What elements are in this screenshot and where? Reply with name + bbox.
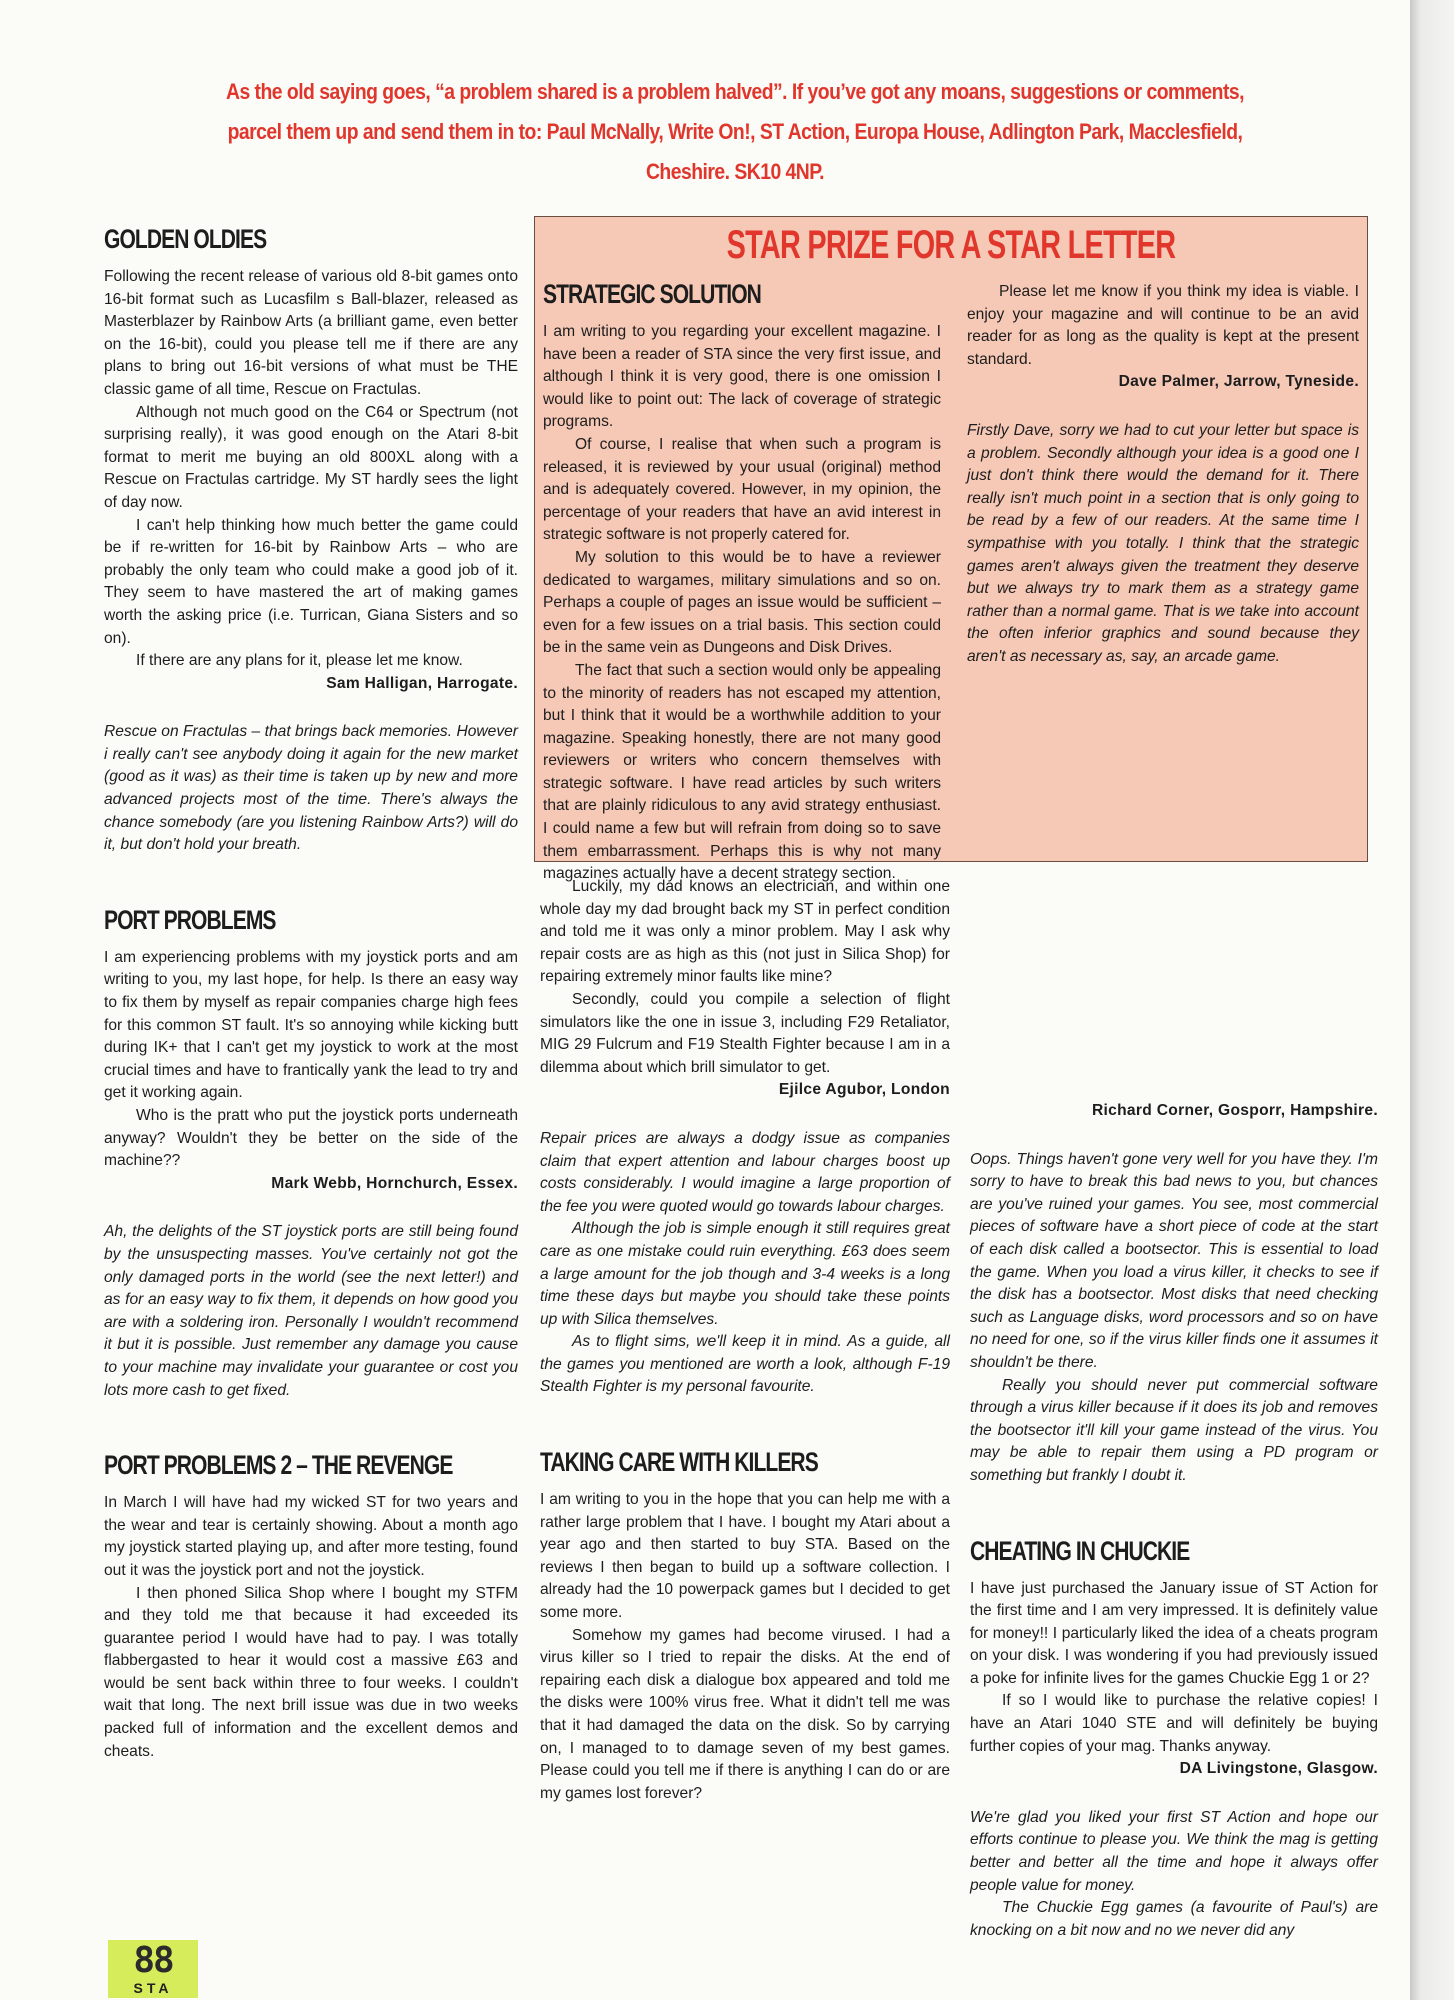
column-left <box>104 222 518 1763</box>
heading-golden-oldies: GOLDEN OLDIES <box>104 224 267 254</box>
editor-reply: Firstly Dave, sorry we had to cut your letter but space is a problem. Secondly although your idea is a good one I just don't think there would the demand for it. There really isn't much point in a section that is only going to be read by a few of our readers. At the same time I sympathise with you totally. I think that the strategic games aren't always given the treatment they deserve but we always try to mark them as a strategy game rather than a normal game. That is we take into account the often inferior graphics and sound because they aren't as necessary as, say, an arcade game. <box>967 421 1359 665</box>
heading-port-problems-2: PORT PROBLEMS 2 – THE REVENGE <box>104 1450 453 1481</box>
letter-paragraph: I can't help thinking how much better the game could be if re-written for 16-bit by Rainbow Arts – who are probably the only team who could make a good job of it. They seem to have mastered the art of making games worth the asking price (i.e. Turrican, Giana Sisters and so on). <box>104 516 518 647</box>
editor-reply: The Chuckie Egg games (a favourite of Paul's) are knocking on a bit now and no we never did any <box>970 1899 1378 1939</box>
letter-paragraph: Of course, I realise that when such a program is released, it is reviewed by your usual (original) method and is adequately covered. However, in my opinion, the percentage of your readers that have an avid interest in strategic software is not properly catered for. <box>543 435 941 544</box>
editor-reply: Ah, the delights of the ST joystick ports are still being found by the unsuspecting masses. You've certainly not got the only damaged ports in the world (see the next letter!) and as for an easy way to fix them, it depends on how good you are with a soldering iron. Personally I wouldn't recommend it but it is possible. Just remember any damage you cause to your machine may invalidate your guarantee or cost you lots more cash to get fixed. <box>104 1223 518 1399</box>
letter-paragraph: Following the recent release of various old 8-bit games onto 16-bit format such as Lucasfilm s Ball-blazer, released as Masterblazer by Rainbow Arts (a brilliant game, even better on the 16-bit), could you please tell me if there are any plans to bring out 16-bit versions of what must be THE classic game of all time, Rescue on Fractulas. <box>104 268 518 398</box>
letter-paragraph: I am writing to you regarding your excellent magazine. I have been a reader of STA since the very first issue, and although I think it is very good, there is one omission I would like to point out: The lack of coverage of strategic programs. <box>543 323 941 431</box>
magazine-label: STA <box>133 1980 173 1996</box>
letter-paragraph: Although not much good on the C64 or Spectrum (not surprising really), it was good enough on the Atari 8-bit format to merit me buying an old 800XL along with a Rescue on Fractulas cartridge. My ST hardly sees the light of day now. <box>104 403 518 511</box>
editor-reply: As to flight sims, we'll keep it in mind. As a guide, all the games you mentioned are worth a look, although F-19 Stealth Fighter is my personal favourite. <box>540 1333 950 1396</box>
heading-cheating-in-chuckie: CHEATING IN CHUCKIE <box>970 1535 1190 1566</box>
heading-taking-care-with-killers: TAKING CARE WITH KILLERS <box>540 1447 818 1478</box>
letter-signature: Ejilce Agubor, London <box>778 1081 950 1099</box>
page-number: 88 <box>133 1940 173 1981</box>
column-middle <box>540 876 950 1805</box>
intro-text: As the old saying goes, “a problem shared is a problem halved”. If you’ve got any moans, suggestions or comments, parcel them up and send them in to: Paul McNally, Write On!, ST Action, Europa House, Adlington Park, Macclesfield, Cheshire. SK10 4NP. <box>225 79 1245 184</box>
editor-reply: Repair prices are always a dodgy issue as companies claim that expert attention and labour charges boost up costs considerably. I would imagine a large proportion of the fee you were quoted would go towards labour charges. <box>540 1129 950 1215</box>
letter-signature: Mark Webb, Hornchurch, Essex. <box>271 1174 518 1192</box>
column-right <box>970 1100 1378 1942</box>
letter-paragraph: If there are any plans for it, please let me know. <box>136 652 463 670</box>
letter-paragraph: Secondly, could you compile a selection of flight simulators like the one in issue 3, including F29 Retaliator, MIG 29 Fulcrum and F19 Stealth Fighter because I am in a dilemma about which brill simulator to get. <box>540 990 950 1076</box>
editor-reply: Rescue on Fractulas – that brings back memories. However i really can't see anybody doing it again for the new market (good as it was) as their time is taken up by new and more advanced projects most of the time. There's always the chance somebody (are you listening Rainbow Arts?) will do it, but don't hold your breath. <box>104 723 518 854</box>
letter-paragraph: I am experiencing problems with my joystick ports and am writing to you, my last hope, for help. Is there an easy way to fix them by myself as repair companies charge high fees for this common ST fault. It's so annoying while kicking butt during IK+ that I can't get my joystick to work at the most crucial times and have to frantically yank the lead to try and get it working again. <box>104 948 518 1102</box>
heading-port-problems: PORT PROBLEMS <box>104 904 276 935</box>
letter-paragraph: I have just purchased the January issue of ST Action for the first time and I am very impressed. It is definitely value for money!! I particularly liked the idea of a cheats program on your disk. I was wondering if you had previously issued a poke for infinite lives for the games Chuckie Egg 1 or 2? <box>970 1579 1378 1687</box>
letter-paragraph: Luckily, my dad knows an electrician, and within one whole day my dad brought back my ST in perfect condition and told me it was only a minor problem. May I ask why repair costs are as high as this (not just in Silica Shop) for repairing extremely minor faults like mine? <box>540 878 950 986</box>
letter-paragraph: I am writing to you in the hope that you can help me with a rather large problem that I have. I bought my Atari about a year ago and then started to buy STA. Based on the reviews I then began to build up a software collection. I already had the 10 powerpack games but I decided to get some more. <box>540 1491 950 1622</box>
letter-signature: Sam Halligan, Harrogate. <box>326 674 518 692</box>
letter-paragraph: My solution to this would be to have a reviewer dedicated to wargames, military simulations and so on. Perhaps a couple of pages an issue would be sufficient – even for a few issues on a trial basis. This section could be in the same vein as Dungeons and Disk Drives. <box>543 548 941 657</box>
letter-paragraph: Please let me know if you think my idea is viable. I enjoy your magazine and will continue to be an avid reader for as long as the quality is kept at the present standard. <box>967 283 1359 368</box>
editor-reply: Oops. Things haven't gone very well for you have they. I'm sorry to have to break this bad news to you, but chances are you've ruined your games. You see, most commercial pieces of software have a short piece of code at the start of each disk called a bootsector. This is essential to load the game. When you load a virus killer, it checks to see if the disk has a bootsector. Most disks that need checking such as Language disks, word processors and so on have no need for one, so if the virus killer finds one it assumes it shouldn't be there. <box>970 1150 1378 1371</box>
letter-paragraph: In March I will have had my wicked ST for two years and the wear and tear is certainly showing. About a month ago my joystick started playing up, and after more testing, found out it was the joystick port and not the joystick. <box>104 1494 518 1579</box>
page-number-badge <box>108 1940 198 1998</box>
editor-reply: We're glad you liked your first ST Action and hope our efforts continue to please you. We think the mag is getting better and better all the time and hope it always offer people value for money. <box>970 1808 1378 1894</box>
letter-paragraph: I then phoned Silica Shop where I bought my STFM and they told me that because it had exceeded its guarantee period I would have had to pay. I was totally flabbergasted to hear it would cost a massive £63 and would be sent back within three to four weeks. I couldn't wait that long. The next brill issue was due in two weeks packed full of information and the excellent demos and cheats. <box>104 1584 518 1760</box>
letter-paragraph: Who is the pratt who put the joystick ports underneath anyway? Wouldn't they be better on the side of the machine?? <box>104 1107 518 1170</box>
letter-paragraph: If so I would like to purchase the relative copies! I have an Atari 1040 STE and will definitely be buying further copies of your mag. Thanks anyway. <box>970 1692 1378 1755</box>
page-edge <box>1410 0 1454 2000</box>
letter-paragraph: Somehow my games had become virused. I had a virus killer so I tried to repair the disks. At the end of repairing each disk a dialogue box appeared and told me the disks were 100% virus free. What it didn't tell me was that it had damaged the data on the disk. So by carrying on, I managed to to damage seven of my best games. Please could you tell me if there is anything I can do or are my games lost forever? <box>540 1626 950 1802</box>
star-letter-title: STAR PRIZE FOR A STAR LETTER <box>726 223 1176 267</box>
letter-signature: Dave Palmer, Jarrow, Tyneside. <box>1118 373 1359 391</box>
letter-signature: DA Livingstone, Glasgow. <box>1179 1760 1378 1778</box>
star-letter-box <box>534 216 1368 883</box>
star-letter-col-left <box>543 277 941 886</box>
star-letter-col-right <box>967 281 1359 669</box>
letter-signature: Richard Corner, Gosporr, Hampshire. <box>1091 1102 1378 1119</box>
letter-paragraph: The fact that such a section would only be appealing to the minority of readers has not escaped my attention, but I think that it would be a worthwhile addition to your magazine. Speaking honestly, there are not many good reviewers or writers who concern themselves with strategic software. I have read articles by such writers that are plainly ridiculous to any avid strategy enthusiast. I could name a few but will refrain from doing so to save them embarrassment. Perhaps this is why not many magazines actually have a decent strategy section. <box>543 661 941 883</box>
editor-reply: Really you should never put commercial software through a virus killer because if it does its job and removes the bootsector it'll kill your game instead of the virus. You may be able to repair them using a PD program or something but frankly I doubt it. <box>970 1376 1378 1484</box>
editor-reply: Although the job is simple enough it still requires great care as one mistake could ruin everything. £63 does seem a large amount for the job though and 3-4 weeks is a long time these days but maybe you should take these points up with Silica themselves. <box>540 1220 950 1328</box>
heading-strategic-solution: STRATEGIC SOLUTION <box>543 279 761 309</box>
